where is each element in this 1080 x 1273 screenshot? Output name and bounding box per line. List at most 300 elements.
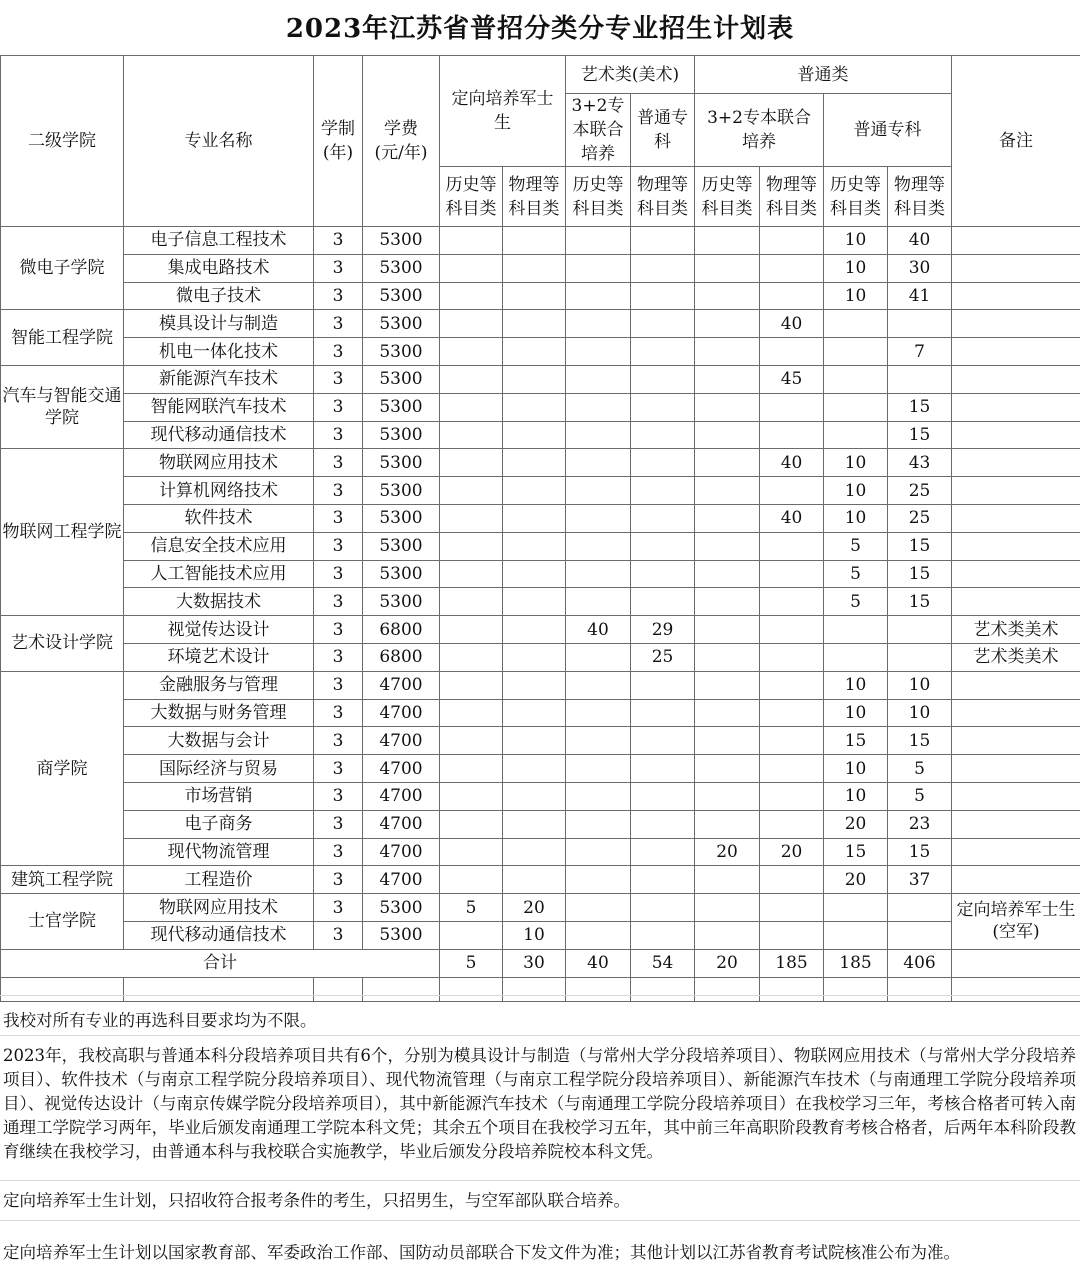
quota-cell [503, 227, 566, 255]
years-cell: 3 [314, 227, 363, 255]
quota-cell [695, 449, 760, 477]
quota-cell: 15 [888, 838, 952, 866]
quota-cell [695, 254, 760, 282]
quota-cell [631, 560, 695, 588]
table-row [1, 616, 1080, 644]
table-row [1, 810, 1080, 838]
quota-cell [760, 866, 824, 894]
quota-cell [824, 393, 888, 421]
header-history-subject: 历史等科目类 [566, 167, 631, 227]
years-cell: 3 [314, 838, 363, 866]
remark-cell: 艺术类美术 [952, 616, 1080, 644]
table-row [1, 921, 1080, 949]
header-major: 专业名称 [124, 56, 314, 227]
quota-cell [695, 532, 760, 560]
table-row [1, 532, 1080, 560]
quota-cell [631, 338, 695, 366]
quota-cell [760, 282, 824, 310]
remark-cell [952, 310, 1080, 338]
major-cell: 新能源汽车技术 [124, 365, 314, 393]
major-cell: 软件技术 [124, 504, 314, 532]
remark-cell [952, 838, 1080, 866]
quota-cell [695, 477, 760, 505]
college-cell: 智能工程学院 [1, 310, 124, 366]
quota-cell [503, 866, 566, 894]
fee-cell: 6800 [363, 643, 440, 671]
years-cell: 3 [314, 643, 363, 671]
years-cell: 3 [314, 310, 363, 338]
years-cell: 3 [314, 532, 363, 560]
header-remark: 备注 [952, 56, 1080, 227]
quota-cell: 29 [631, 616, 695, 644]
quota-cell [695, 365, 760, 393]
quota-cell [503, 532, 566, 560]
quota-cell [824, 643, 888, 671]
major-cell: 现代移动通信技术 [124, 921, 314, 949]
quota-cell: 25 [888, 504, 952, 532]
quota-cell [760, 588, 824, 616]
total-cell: 406 [888, 949, 952, 977]
remark-cell [952, 671, 1080, 699]
remark-cell [952, 727, 1080, 755]
quota-cell [888, 921, 952, 949]
quota-cell: 37 [888, 866, 952, 894]
years-cell: 3 [314, 282, 363, 310]
quota-cell [760, 782, 824, 810]
quota-cell [440, 616, 503, 644]
quota-cell [695, 782, 760, 810]
quota-cell [888, 310, 952, 338]
remark-cell: 定向培养军士生(空军) [952, 894, 1080, 950]
quota-cell [824, 921, 888, 949]
quota-cell: 10 [824, 449, 888, 477]
quota-cell [631, 810, 695, 838]
header-college: 二级学院 [1, 56, 124, 227]
total-cell: 40 [566, 949, 631, 977]
header-general-normal: 普通专科 [824, 94, 952, 167]
quota-cell [566, 227, 631, 255]
quota-cell [631, 699, 695, 727]
years-cell: 3 [314, 866, 363, 894]
quota-cell [631, 671, 695, 699]
table-row [1, 894, 1080, 922]
quota-cell [695, 310, 760, 338]
quota-cell [631, 921, 695, 949]
quota-cell [503, 477, 566, 505]
quota-cell [440, 588, 503, 616]
quota-cell [631, 365, 695, 393]
major-cell: 微电子技术 [124, 282, 314, 310]
major-cell: 国际经济与贸易 [124, 755, 314, 783]
quota-cell: 20 [503, 894, 566, 922]
years-cell: 3 [314, 699, 363, 727]
quota-cell [695, 921, 760, 949]
quota-cell [440, 810, 503, 838]
quota-cell [503, 616, 566, 644]
quota-cell [695, 282, 760, 310]
quota-cell [503, 671, 566, 699]
quota-cell: 20 [824, 866, 888, 894]
fee-cell: 5300 [363, 421, 440, 449]
major-cell: 现代移动通信技术 [124, 421, 314, 449]
remark-cell [952, 254, 1080, 282]
fee-cell: 5300 [363, 449, 440, 477]
college-cell: 微电子学院 [1, 227, 124, 310]
major-cell: 计算机网络技术 [124, 477, 314, 505]
quota-cell [695, 504, 760, 532]
header-years-text: 学制 (年) [321, 119, 355, 163]
quota-cell: 25 [888, 477, 952, 505]
quota-cell: 40 [566, 616, 631, 644]
quota-cell [440, 421, 503, 449]
major-cell: 人工智能技术应用 [124, 560, 314, 588]
header-physics-subject: 物理等科目类 [631, 167, 695, 227]
years-cell: 3 [314, 254, 363, 282]
quota-cell [631, 838, 695, 866]
quota-cell [440, 727, 503, 755]
fee-cell: 5300 [363, 504, 440, 532]
quota-cell [566, 921, 631, 949]
years-cell: 3 [314, 421, 363, 449]
major-cell: 大数据与财务管理 [124, 699, 314, 727]
quota-cell [695, 393, 760, 421]
remark-cell [952, 504, 1080, 532]
quota-cell: 43 [888, 449, 952, 477]
remark-cell [952, 227, 1080, 255]
quota-cell: 10 [824, 282, 888, 310]
years-cell: 3 [314, 504, 363, 532]
note-military-enrollment: 定向培养军士生计划，只招收符合报考条件的考生，只招男生，与空军部队联合培养。 [0, 1180, 1080, 1220]
remark-cell [952, 560, 1080, 588]
major-cell: 物联网应用技术 [124, 894, 314, 922]
years-cell: 3 [314, 782, 363, 810]
quota-cell [440, 866, 503, 894]
quota-cell [631, 254, 695, 282]
quota-cell [695, 616, 760, 644]
quota-cell [566, 810, 631, 838]
quota-cell [760, 671, 824, 699]
college-cell: 建筑工程学院 [1, 866, 124, 894]
quota-cell: 41 [888, 282, 952, 310]
major-cell: 电子商务 [124, 810, 314, 838]
quota-cell: 7 [888, 338, 952, 366]
table-row [1, 477, 1080, 505]
quota-cell [695, 338, 760, 366]
quota-cell [695, 866, 760, 894]
years-cell: 3 [314, 671, 363, 699]
quota-cell: 23 [888, 810, 952, 838]
quota-cell: 10 [503, 921, 566, 949]
quota-cell [760, 421, 824, 449]
header-art-normal: 普通专科 [631, 94, 695, 167]
quota-cell: 10 [824, 782, 888, 810]
quota-cell [631, 282, 695, 310]
quota-cell [566, 477, 631, 505]
major-cell: 电子信息工程技术 [124, 227, 314, 255]
quota-cell [631, 504, 695, 532]
quota-cell [760, 338, 824, 366]
quota-cell [631, 477, 695, 505]
table-row [1, 866, 1080, 894]
table-row [1, 643, 1080, 671]
fee-cell: 4700 [363, 866, 440, 894]
major-cell: 信息安全技术应用 [124, 532, 314, 560]
table-row [1, 588, 1080, 616]
remark-cell [952, 810, 1080, 838]
quota-cell [566, 727, 631, 755]
quota-cell [503, 310, 566, 338]
quota-cell: 25 [631, 643, 695, 671]
table-row [1, 699, 1080, 727]
quota-cell [440, 310, 503, 338]
header-physics-subject: 物理等科目类 [503, 167, 566, 227]
quota-cell: 40 [888, 227, 952, 255]
quota-cell [566, 755, 631, 783]
quota-cell [695, 810, 760, 838]
note-joint-programs: 2023年，我校高职与普通本科分段培养项目共有6个，分别为模具设计与制造（与常州大学分段培养项目）、物联网应用技术（与常州大学分段培养项目）、软件技术（与南京工程学院分段培养项目）、现代物流管理（与南京工程学院分段培养项目）、新能源汽车技术（与南通理工学院分段培养项目）、视觉传达设计（与南京传媒学院分段培养项目），其中新能源汽车技术（与南通理工学院分段培养项目）在我校学习三年，考核合格者可转入南通理工学院学习两年，毕业后颁发南通理工学院本科文凭；其余五个项目在我校学习五年，其中前三年高职阶段教育考核合格者，后两年本科阶段教育继续在我校学习，由普通本科与我校联合实施教学，毕业后颁发分段培养院校本科文凭。 [0, 1035, 1080, 1180]
fee-cell: 5300 [363, 588, 440, 616]
table-body [1, 227, 1080, 1002]
total-cell: 30 [503, 949, 566, 977]
quota-cell [440, 838, 503, 866]
header-general: 普通类 [695, 56, 952, 94]
major-cell: 环境艺术设计 [124, 643, 314, 671]
quota-cell [824, 616, 888, 644]
total-remark-cell [952, 949, 1080, 977]
fee-cell: 4700 [363, 782, 440, 810]
major-cell: 模具设计与制造 [124, 310, 314, 338]
years-cell: 3 [314, 755, 363, 783]
quota-cell [760, 616, 824, 644]
major-cell: 现代物流管理 [124, 838, 314, 866]
quota-cell [503, 449, 566, 477]
header-art-joint: 3+2专本联合培养 [566, 94, 631, 167]
quota-cell [503, 338, 566, 366]
fee-cell: 4700 [363, 671, 440, 699]
quota-cell [566, 504, 631, 532]
quota-cell [566, 894, 631, 922]
quota-cell: 5 [888, 755, 952, 783]
remark-cell [952, 782, 1080, 810]
quota-cell [695, 727, 760, 755]
quota-cell [566, 282, 631, 310]
quota-cell: 20 [760, 838, 824, 866]
quota-cell: 5 [824, 560, 888, 588]
quota-cell: 40 [760, 449, 824, 477]
total-cell: 5 [440, 949, 503, 977]
quota-cell: 10 [824, 755, 888, 783]
quota-cell [631, 894, 695, 922]
table-row [1, 393, 1080, 421]
quota-cell: 5 [824, 588, 888, 616]
header-history-subject: 历史等科目类 [824, 167, 888, 227]
header-physics-subject: 物理等科目类 [888, 167, 952, 227]
quota-cell [503, 699, 566, 727]
total-cell: 185 [760, 949, 824, 977]
quota-cell [631, 449, 695, 477]
major-cell: 集成电路技术 [124, 254, 314, 282]
quota-cell: 10 [824, 477, 888, 505]
remark-cell [952, 699, 1080, 727]
quota-cell [503, 782, 566, 810]
quota-cell [631, 866, 695, 894]
quota-cell [566, 254, 631, 282]
quota-cell [695, 560, 760, 588]
quota-cell [631, 421, 695, 449]
quota-cell [760, 560, 824, 588]
quota-cell [631, 782, 695, 810]
table-row [1, 727, 1080, 755]
fee-cell: 5300 [363, 894, 440, 922]
quota-cell [566, 671, 631, 699]
quota-cell [566, 838, 631, 866]
quota-cell: 10 [824, 699, 888, 727]
quota-cell [440, 227, 503, 255]
quota-cell: 10 [824, 671, 888, 699]
quota-cell: 10 [888, 699, 952, 727]
quota-cell [888, 616, 952, 644]
remark-cell [952, 421, 1080, 449]
header-physics-subject: 物理等科目类 [760, 167, 824, 227]
major-cell: 视觉传达设计 [124, 616, 314, 644]
quota-cell [566, 588, 631, 616]
note-subject-requirement: 我校对所有专业的再选科目要求均为不限。 [0, 995, 1080, 1035]
quota-cell [566, 421, 631, 449]
quota-cell [695, 671, 760, 699]
years-cell: 3 [314, 616, 363, 644]
quota-cell [566, 560, 631, 588]
quota-cell: 5 [888, 782, 952, 810]
fee-cell: 5300 [363, 282, 440, 310]
quota-cell [888, 894, 952, 922]
major-cell: 市场营销 [124, 782, 314, 810]
quota-cell [631, 393, 695, 421]
quota-cell: 5 [440, 894, 503, 922]
remark-cell [952, 866, 1080, 894]
quota-cell [503, 365, 566, 393]
fee-cell: 5300 [363, 532, 440, 560]
quota-cell [440, 782, 503, 810]
quota-cell [503, 421, 566, 449]
enrollment-plan-table [0, 55, 1080, 1002]
table-row [1, 365, 1080, 393]
years-cell: 3 [314, 365, 363, 393]
table-row [1, 504, 1080, 532]
header-military: 定向培养军士生 [440, 56, 566, 167]
total-cell: 54 [631, 949, 695, 977]
quota-cell [760, 921, 824, 949]
remark-cell [952, 338, 1080, 366]
table-header [1, 56, 1080, 227]
remark-cell [952, 365, 1080, 393]
quota-cell [566, 338, 631, 366]
quota-cell: 40 [760, 504, 824, 532]
fee-cell: 5300 [363, 393, 440, 421]
years-cell: 3 [314, 588, 363, 616]
table-row [1, 671, 1080, 699]
major-cell: 机电一体化技术 [124, 338, 314, 366]
quota-cell [695, 699, 760, 727]
quota-cell [760, 254, 824, 282]
quota-cell [566, 699, 631, 727]
total-label: 合计 [1, 949, 440, 977]
quota-cell: 15 [888, 393, 952, 421]
years-cell: 3 [314, 727, 363, 755]
years-cell: 3 [314, 449, 363, 477]
notes-section [0, 995, 1080, 1273]
quota-cell: 20 [695, 838, 760, 866]
remark-cell [952, 588, 1080, 616]
quota-cell [503, 282, 566, 310]
header-fee-text: 学费 (元/年) [374, 119, 428, 163]
quota-cell [695, 755, 760, 783]
remark-cell [952, 449, 1080, 477]
quota-cell: 15 [888, 588, 952, 616]
quota-cell [760, 532, 824, 560]
quota-cell: 40 [760, 310, 824, 338]
quota-cell [440, 254, 503, 282]
quota-cell [566, 365, 631, 393]
fee-cell: 5300 [363, 477, 440, 505]
major-cell: 金融服务与管理 [124, 671, 314, 699]
quota-cell [566, 782, 631, 810]
quota-cell [760, 477, 824, 505]
table-row [1, 310, 1080, 338]
quota-cell [760, 755, 824, 783]
table-row [1, 755, 1080, 783]
table-row [1, 838, 1080, 866]
quota-cell: 15 [888, 560, 952, 588]
quota-cell: 45 [760, 365, 824, 393]
quota-cell [503, 393, 566, 421]
quota-cell [824, 421, 888, 449]
college-cell: 艺术设计学院 [1, 616, 124, 672]
quota-cell [566, 393, 631, 421]
quota-cell [503, 838, 566, 866]
quota-cell [440, 560, 503, 588]
quota-cell [503, 755, 566, 783]
quota-cell [824, 365, 888, 393]
quota-cell [631, 310, 695, 338]
years-cell: 3 [314, 560, 363, 588]
quota-cell [566, 866, 631, 894]
major-cell: 物联网应用技术 [124, 449, 314, 477]
remark-cell [952, 393, 1080, 421]
years-cell: 3 [314, 921, 363, 949]
fee-cell: 4700 [363, 755, 440, 783]
quota-cell: 10 [888, 671, 952, 699]
quota-cell [760, 699, 824, 727]
quota-cell: 20 [824, 810, 888, 838]
quota-cell: 15 [824, 838, 888, 866]
quota-cell [760, 727, 824, 755]
quota-cell [695, 894, 760, 922]
fee-cell: 4700 [363, 727, 440, 755]
quota-cell [824, 894, 888, 922]
quota-cell: 15 [824, 727, 888, 755]
quota-cell [824, 338, 888, 366]
quota-cell [503, 810, 566, 838]
quota-cell: 10 [824, 504, 888, 532]
quota-cell [760, 810, 824, 838]
quota-cell [503, 643, 566, 671]
years-cell: 3 [314, 810, 363, 838]
remark-cell [952, 282, 1080, 310]
quota-cell [440, 338, 503, 366]
remark-cell [952, 532, 1080, 560]
quota-cell [695, 643, 760, 671]
major-cell: 大数据与会计 [124, 727, 314, 755]
